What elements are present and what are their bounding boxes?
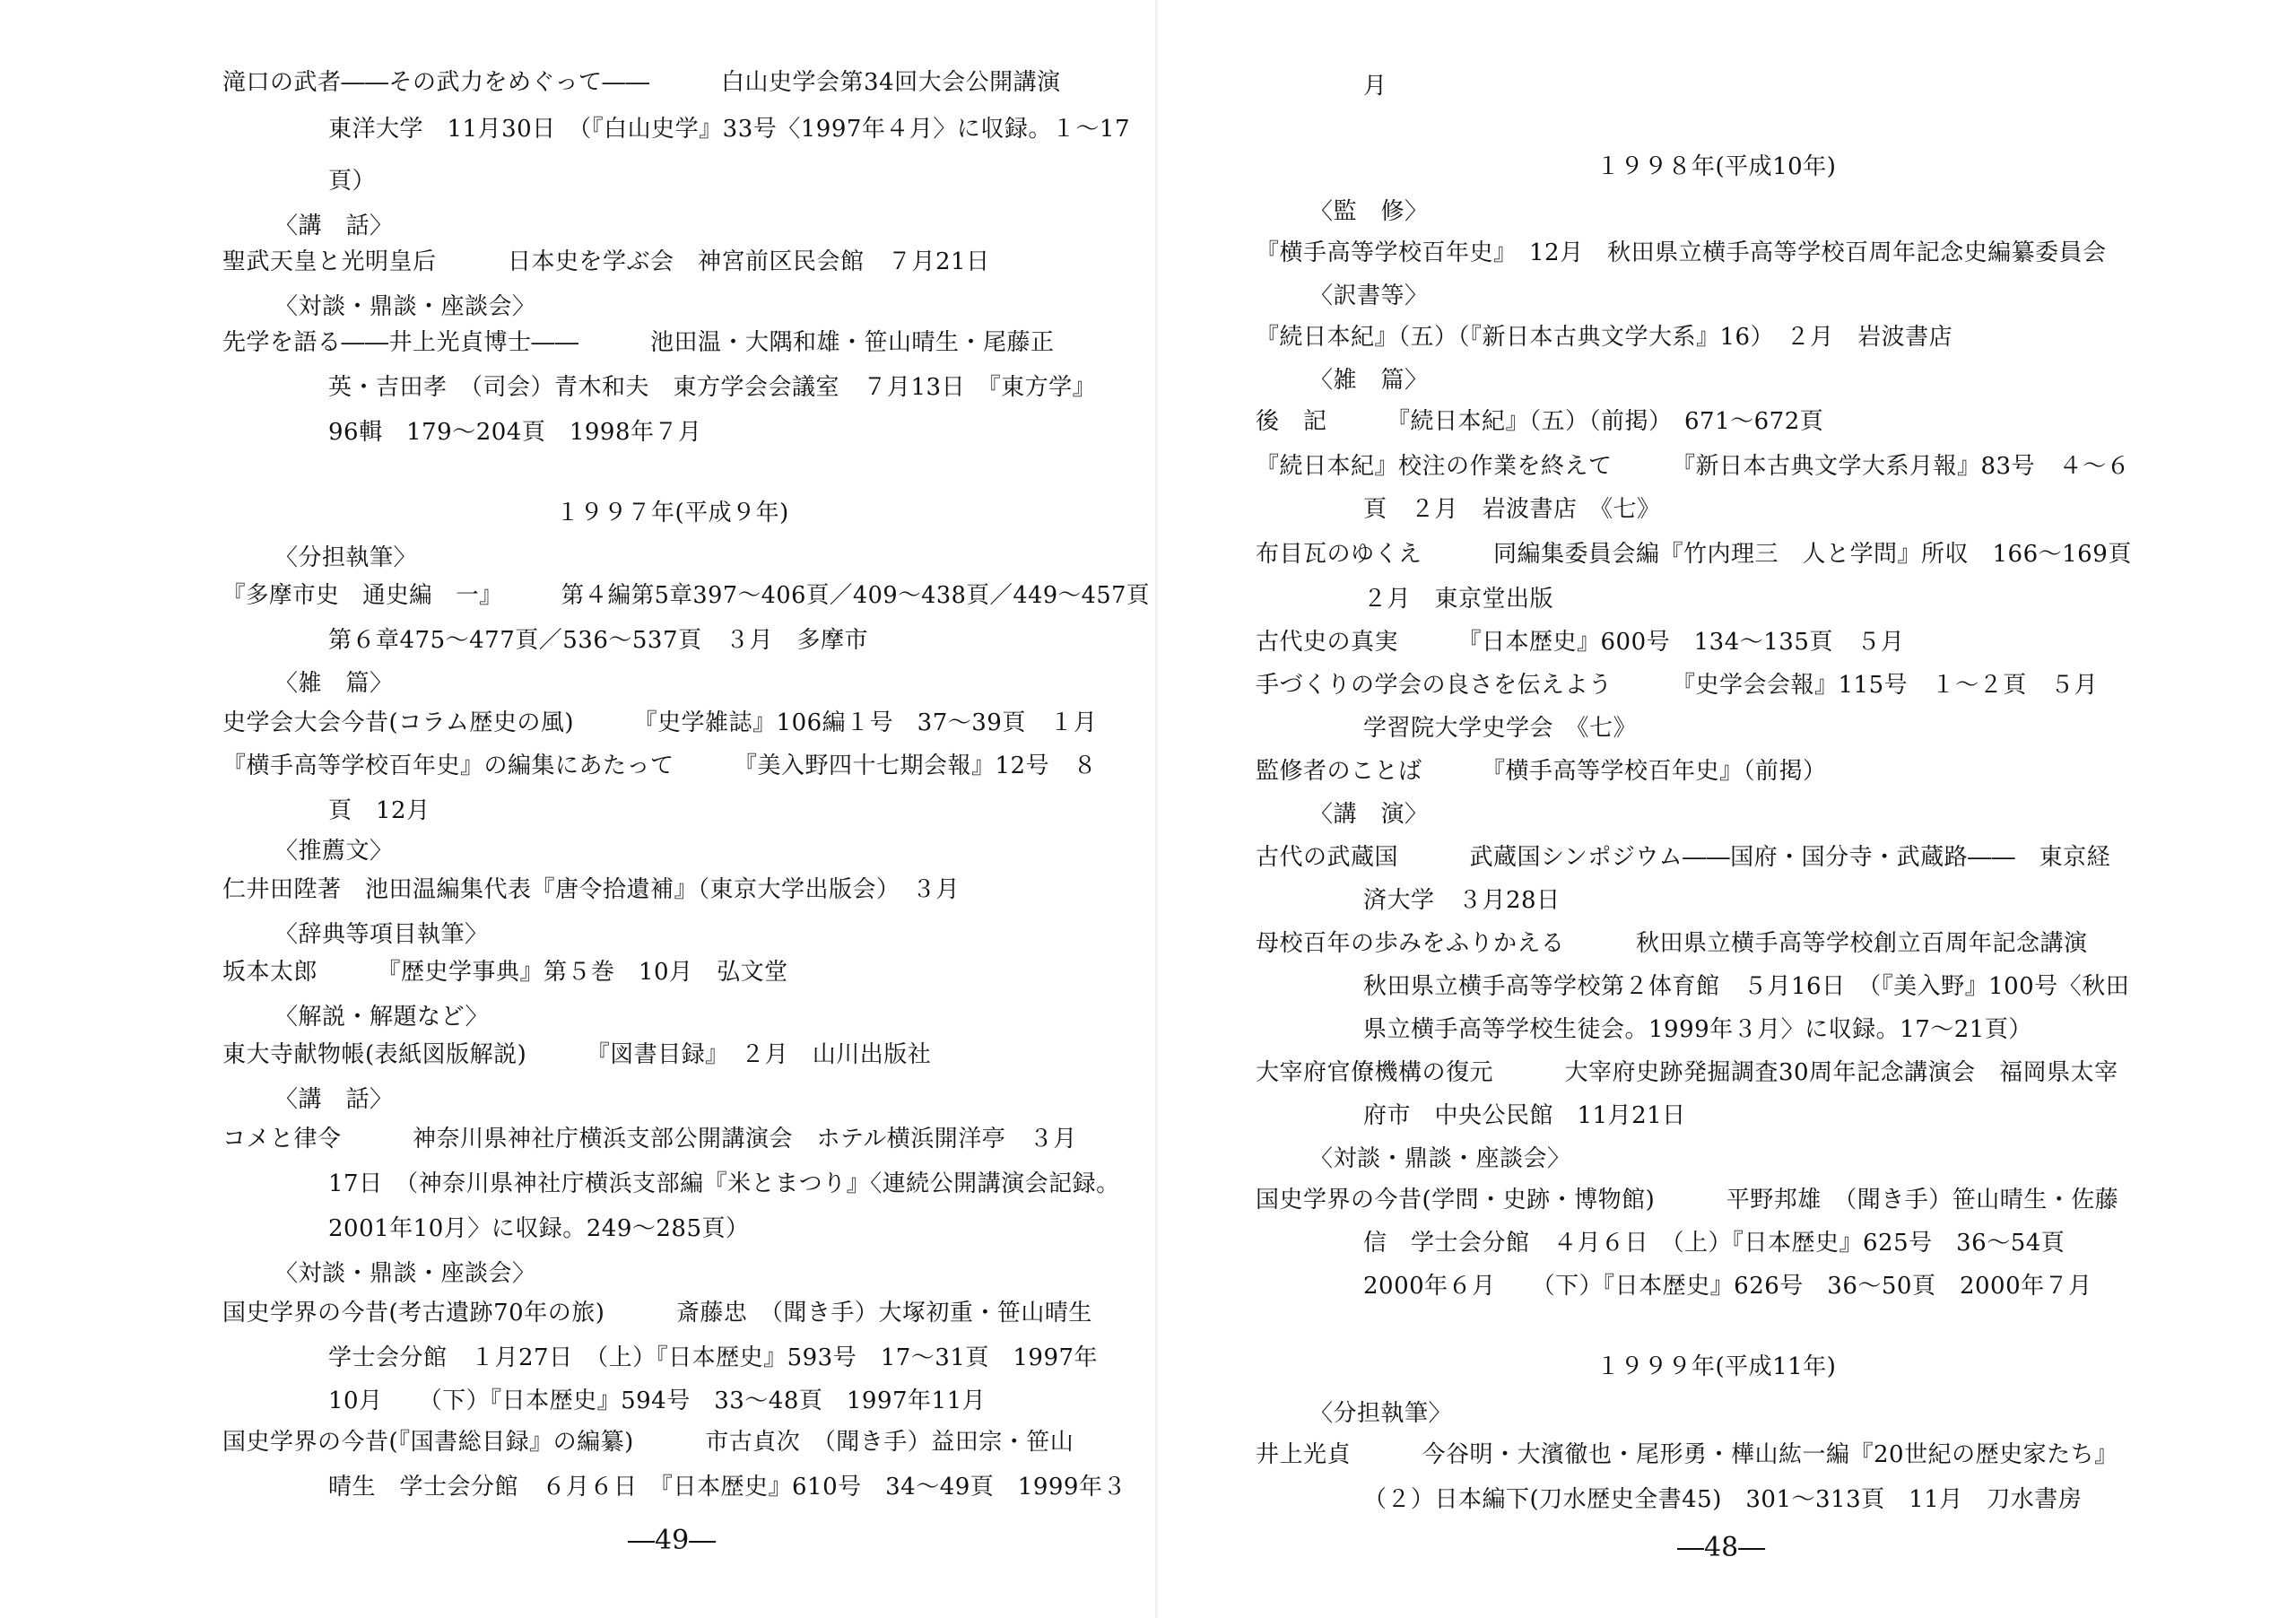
right-line: 国史学界の今昔(学問・史跡・博物館) 平野邦雄 （聞き手）笹山晴生・佐藤: [1256, 1187, 2119, 1214]
left-line: 英・吉田孝 （司会）青木和夫 東方学会会議室 ７月13日 『東方学』: [328, 374, 1097, 401]
left-line: 学士会分館 １月27日 （上）『日本歴史』593号 17～31頁 1997年: [328, 1344, 1099, 1371]
left-line: 2001年10月〉に収録。249～285頁）: [328, 1215, 750, 1242]
page-number: ―49―: [628, 1525, 717, 1556]
right-line: 『続日本紀』（五）（『新日本古典文学大系』16） ２月 岩波書店: [1256, 324, 1953, 351]
left-line: 〈講 話〉: [274, 1086, 394, 1113]
right-line: 2000年６月 （下）『日本歴史』626号 36～50頁 2000年７月: [1363, 1273, 2092, 1300]
right-line: 後 記 『続日本紀』（五）（前掲） 671～672頁: [1256, 408, 1824, 435]
left-line: 〈雑 篇〉: [274, 670, 394, 697]
left-line: コメと律令 神奈川県神社庁横浜支部公開講演会 ホテル横浜開洋亭 ３月: [222, 1126, 1077, 1153]
right-line: 県立横手高等学校生徒会。1999年３月〉に収録。17～21頁）: [1363, 1016, 2032, 1043]
right-line: 〈訳書等〉: [1309, 283, 1429, 309]
left-line: 東大寺献物帳(表紙図版解説) 『図書目録』 ２月 山川出版社: [222, 1041, 932, 1068]
left-line: 『横手高等学校百年史』の編集にあたって 『美入野四十七期会報』12号 ８: [222, 752, 1098, 779]
right-line: 済大学 ３月28日: [1363, 887, 1561, 914]
left-line: 頁 12月: [328, 797, 430, 824]
left-line: 96輯 179～204頁 1998年７月: [328, 419, 702, 446]
right-line: 母校百年の歩みをふりかえる 秋田県立横手高等学校創立百周年記念講演: [1256, 930, 2088, 957]
page-number: ―48―: [1677, 1532, 1766, 1563]
left-line: 仁井田陞著 池田温編集代表『唐令拾遺補』（東京大学出版会） ３月: [222, 876, 961, 903]
right-line: 〈講 演〉: [1309, 801, 1429, 828]
left-line: 〈推薦文〉: [274, 838, 394, 865]
right-line: （２）日本編下(刀水歴史全書45) 301～313頁 11月 刀水書房: [1363, 1486, 2083, 1513]
right-line: 井上光貞 今谷明・大濱徹也・尾形勇・樺山紘一編『20世紀の歴史家たち』: [1256, 1441, 2118, 1468]
year-heading: １９９８年(平成10年): [1596, 153, 1837, 180]
right-line: 『横手高等学校百年史』 12月 秋田県立横手高等学校百周年記念史編纂委員会: [1256, 239, 2107, 266]
right-line: 〈分担執筆〉: [1309, 1400, 1453, 1427]
right-line: 頁 ２月 岩波書店 《七》: [1363, 496, 1661, 523]
right-page: [1157, 0, 2296, 1618]
left-line: 〈講 話〉: [274, 213, 394, 239]
right-line: 布目瓦のゆくえ 同編集委員会編『竹内理三 人と学問』所収 166～169頁: [1256, 541, 2132, 568]
left-line: 国史学界の今昔(『国書総目録』の編纂) 市古貞次 （聞き手）益田宗・笹山: [222, 1429, 1074, 1456]
left-line: 17日 （神奈川県神社庁横浜支部編『米とまつり』〈連続公開講演会記録。: [328, 1170, 1120, 1197]
right-line: 〈対談・鼎談・座談会〉: [1309, 1145, 1571, 1172]
right-line: 秋田県立横手高等学校第２体育館 ５月16日 （『美入野』100号〈秋田: [1363, 973, 2130, 1000]
left-line: 第６章475～477頁／536～537頁 ３月 多摩市: [328, 627, 869, 654]
right-line: 『続日本紀』校注の作業を終えて 『新日本古典文学大系月報』83号 ４～６: [1256, 453, 2131, 480]
right-line: 信 学士会分館 ４月６日 （上）『日本歴史』625号 36～54頁: [1363, 1230, 2066, 1257]
left-line: 聖武天皇と光明皇后 日本史を学ぶ会 神宮前区民会館 ７月21日: [222, 248, 990, 275]
left-line: 〈対談・鼎談・座談会〉: [274, 1260, 536, 1287]
right-line: 古代史の真実 『日本歴史』600号 134～135頁 ５月: [1256, 629, 1905, 656]
left-line: 坂本太郎 『歴史学事典』第５巻 10月 弘文堂: [222, 959, 788, 986]
right-line: 〈監 修〉: [1309, 198, 1429, 225]
right-line: 手づくりの学会の良さを伝えよう 『史学会会報』115号 １～２頁 ５月: [1256, 672, 2099, 699]
right-line: 大宰府官僚機構の復元 大宰府史跡発掘調査30周年記念講演会 福岡県太宰: [1256, 1059, 2118, 1086]
left-line: 国史学界の今昔(考古遺跡70年の旅) 斎藤忠 （聞き手）大塚初重・笹山晴生: [222, 1300, 1092, 1327]
year-heading: １９９９年(平成11年): [1596, 1353, 1837, 1380]
left-line: 晴生 学士会分館 ６月６日 『日本歴史』610号 34～49頁 1999年３: [328, 1474, 1126, 1501]
right-line: 監修者のことば 『横手高等学校百年史』（前掲）: [1256, 758, 1827, 785]
right-line: 府市 中央公民館 11月21日: [1363, 1102, 1686, 1129]
year-heading: １９９７年(平成９年): [556, 500, 789, 526]
left-line: 滝口の武者――その武力をめぐって―― 白山史学会第34回大会公開講演: [222, 69, 1061, 96]
left-line: 頁）: [328, 168, 377, 195]
left-line: 〈辞典等項目執筆〉: [274, 921, 489, 948]
left-line: 〈解説・解題など〉: [274, 1004, 490, 1031]
left-line: 〈対談・鼎談・座談会〉: [274, 293, 536, 320]
right-line: ２月 東京堂出版: [1363, 586, 1554, 613]
right-line: 学習院大学史学会 《七》: [1363, 715, 1638, 742]
left-line: 史学会大会今昔(コラム歴史の風) 『史学雑誌』106編１号 37～39頁 １月: [222, 709, 1098, 736]
left-line: 先学を語る――井上光貞博士―― 池田温・大隅和雄・笹山晴生・尾藤正: [222, 329, 1055, 356]
left-line: 10月 （下）『日本歴史』594号 33～48頁 1997年11月: [328, 1387, 987, 1414]
left-line: 東洋大学 11月30日 （『白山史学』33号〈1997年４月〉に収録。１～17: [328, 116, 1131, 143]
left-line: 〈分担執筆〉: [274, 544, 418, 571]
left-line: 『多摩市史 通史編 一』 第４編第5章397～406頁／409～438頁／449～457頁: [222, 582, 1150, 609]
right-line: 〈雑 篇〉: [1309, 367, 1429, 394]
right-line: 古代の武蔵国 武蔵国シンポジウム――国府・国分寺・武蔵路―― 東京経: [1256, 844, 2111, 871]
right-line: 月: [1363, 73, 1387, 100]
